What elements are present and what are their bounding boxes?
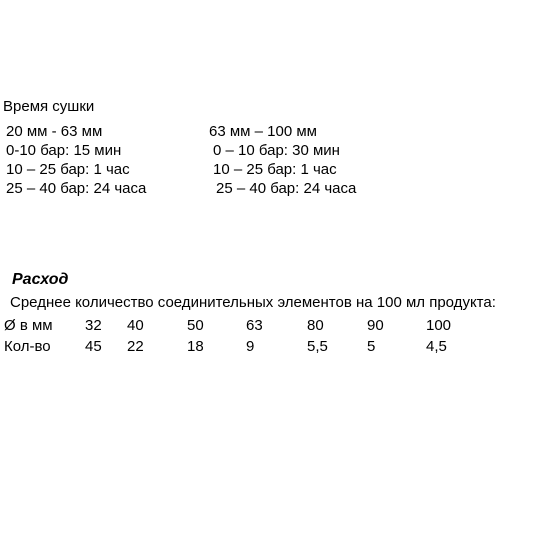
diameter-value: 63	[246, 317, 263, 334]
usage-row-diameter	[4, 315, 556, 336]
diameter-value: 50	[187, 317, 204, 334]
drying-row	[3, 179, 553, 198]
usage-description: Среднее количество соединительных элементов на 100 мл продукта:	[10, 294, 496, 311]
count-value: 4,5	[426, 338, 447, 355]
count-value: 5	[367, 338, 376, 355]
drying-large-pressure-2: 10 – 25 бар: 1 час	[213, 161, 337, 178]
drying-row	[3, 141, 553, 160]
usage-section	[4, 270, 556, 357]
drying-small-pressure-3: 25 – 40 бар: 24 часа	[6, 180, 147, 197]
drying-time-section	[3, 97, 553, 198]
diameter-label: Ø в мм	[4, 317, 53, 334]
drying-time-title: Время сушки	[3, 98, 95, 115]
drying-small-pressure-2: 10 – 25 бар: 1 час	[6, 161, 130, 178]
drying-range-large: 63 мм – 100 мм	[209, 123, 317, 140]
count-value: 18	[187, 338, 204, 355]
count-value: 5,5	[307, 338, 328, 355]
count-label: Кол-во	[4, 338, 51, 355]
drying-range-small: 20 мм - 63 мм	[6, 123, 103, 140]
drying-row	[3, 160, 553, 179]
count-value: 22	[127, 338, 144, 355]
drying-row	[3, 122, 553, 141]
drying-large-pressure-3: 25 – 40 бар: 24 часа	[216, 180, 357, 197]
diameter-value: 90	[367, 317, 384, 334]
drying-small-pressure-1: 0-10 бар: 15 мин	[6, 142, 122, 159]
count-value: 9	[246, 338, 255, 355]
diameter-value: 32	[85, 317, 102, 334]
usage-row-count	[4, 336, 556, 357]
diameter-value: 80	[307, 317, 324, 334]
count-value: 45	[85, 338, 102, 355]
diameter-value: 100	[426, 317, 452, 334]
usage-title: Расход	[12, 271, 69, 288]
drying-large-pressure-1: 0 – 10 бар: 30 мин	[213, 142, 340, 159]
diameter-value: 40	[127, 317, 144, 334]
